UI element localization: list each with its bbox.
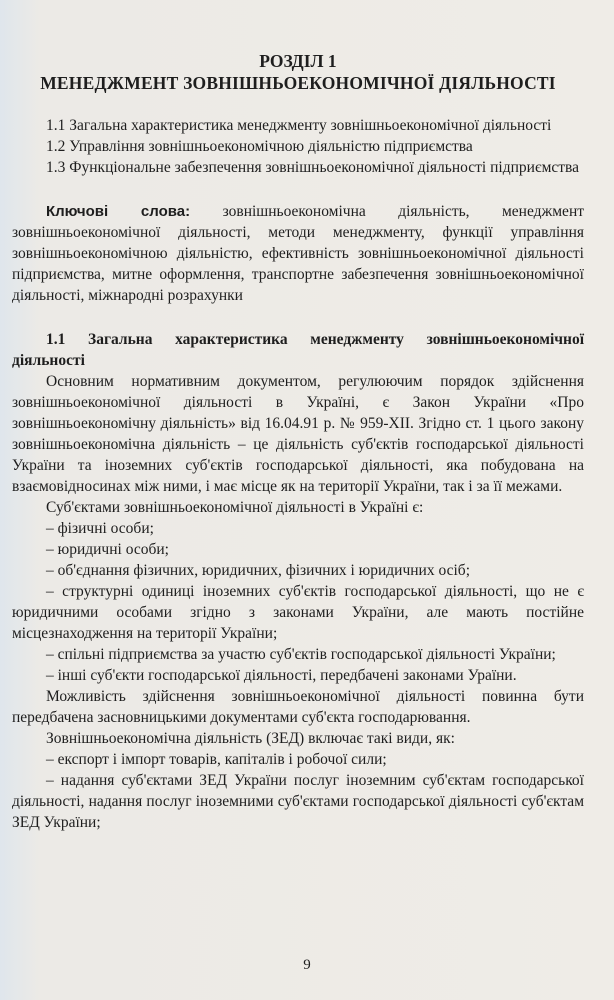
- chapter-heading: [12, 50, 584, 94]
- chapter-title: МЕНЕДЖМЕНТ ЗОВНІШНЬОЕКОНОМІЧНОЇ ДІЯЛЬНОСТІ: [40, 73, 556, 93]
- section-title: 1.1 Загальна характеристика менеджменту зовнішньоекономічної діяльності: [12, 331, 584, 369]
- body-paragraph: Зовнішньоекономічна діяльність (ЗЕД) включає такі види, як:: [46, 730, 455, 747]
- list-item: – структурні одиниці іноземних суб'єктів господарської діяльності, що не є юридичними особами згідно з законами України, але мають постійне місцезнаходження на території України;: [12, 583, 584, 642]
- list-item: – спільні підприємства за участю суб'єктів господарської діяльності України;: [46, 646, 556, 663]
- body-paragraph: Суб'єктами зовнішньоекономічної діяльності в Україні є:: [46, 499, 424, 516]
- contents-item: 1.1 Загальна характеристика менеджменту зовнішньоекономічної діяльності: [46, 117, 552, 134]
- contents-item: 1.2 Управління зовнішньоекономічною діяльністю підприємства: [46, 138, 473, 155]
- keywords-label: Ключові слова:: [46, 203, 191, 220]
- list-item: – фізичні особи;: [46, 520, 154, 537]
- body-paragraph: Основним нормативним документом, регулюючим порядок здійснення зовнішньоекономічної діяльності в Україні, є Закон України «Про зовнішньоекономічну діяльність» від 16.04.91 р. № 959-XII. Згідно ст. 1 цього закону зовнішньоекономічна діяльність – це діяльність суб'єктів господарської діяльності України та іноземних суб'єктів господарської діяльності, яка побудована на взаємовідносинах між ними, і має місце як на території України, так і за її межами.: [12, 373, 584, 495]
- chapter-number: РОЗДІЛ 1: [259, 51, 337, 71]
- list-item: – інші суб'єкти господарської діяльності, передбачені законами Ураїни.: [46, 667, 517, 684]
- list-item: – юридичні особи;: [46, 541, 169, 558]
- list-item: – об'єднання фізичних, юридичних, фізичних і юридичних осіб;: [46, 562, 470, 579]
- contents-item: 1.3 Функціональне забезпечення зовнішньоекономічної діяльності підприємства: [46, 159, 580, 176]
- section-body: [12, 371, 584, 833]
- keywords-paragraph: [12, 201, 584, 306]
- page-number: 9: [303, 957, 311, 973]
- list-item: – експорт і імпорт товарів, капіталів і робочої сили;: [46, 751, 387, 768]
- keywords-text: зовнішньоекономічна діяльність, менеджмент зовнішньоекономічної діяльності, методи менеджменту, функції управління зовнішньоекономічною діяльністю, ефективність зовнішньоекономічної діяльності підприємства, митне оформлення, транспортне забезпечення зовнішньоекономічної діяльності, міжнародні розрахунки: [12, 203, 585, 304]
- chapter-contents: [12, 115, 584, 178]
- body-paragraph: Можливість здійснення зовнішньоекономічної діяльності повинна бути передбачена засновницькими документами суб'єкта господарювання.: [12, 688, 584, 726]
- list-item: – надання суб'єктами ЗЕД України послуг іноземним суб'єктам господарської діяльності, надання послуг іноземними суб'єктами господарської діяльності суб'єктам ЗЕД України;: [12, 772, 584, 831]
